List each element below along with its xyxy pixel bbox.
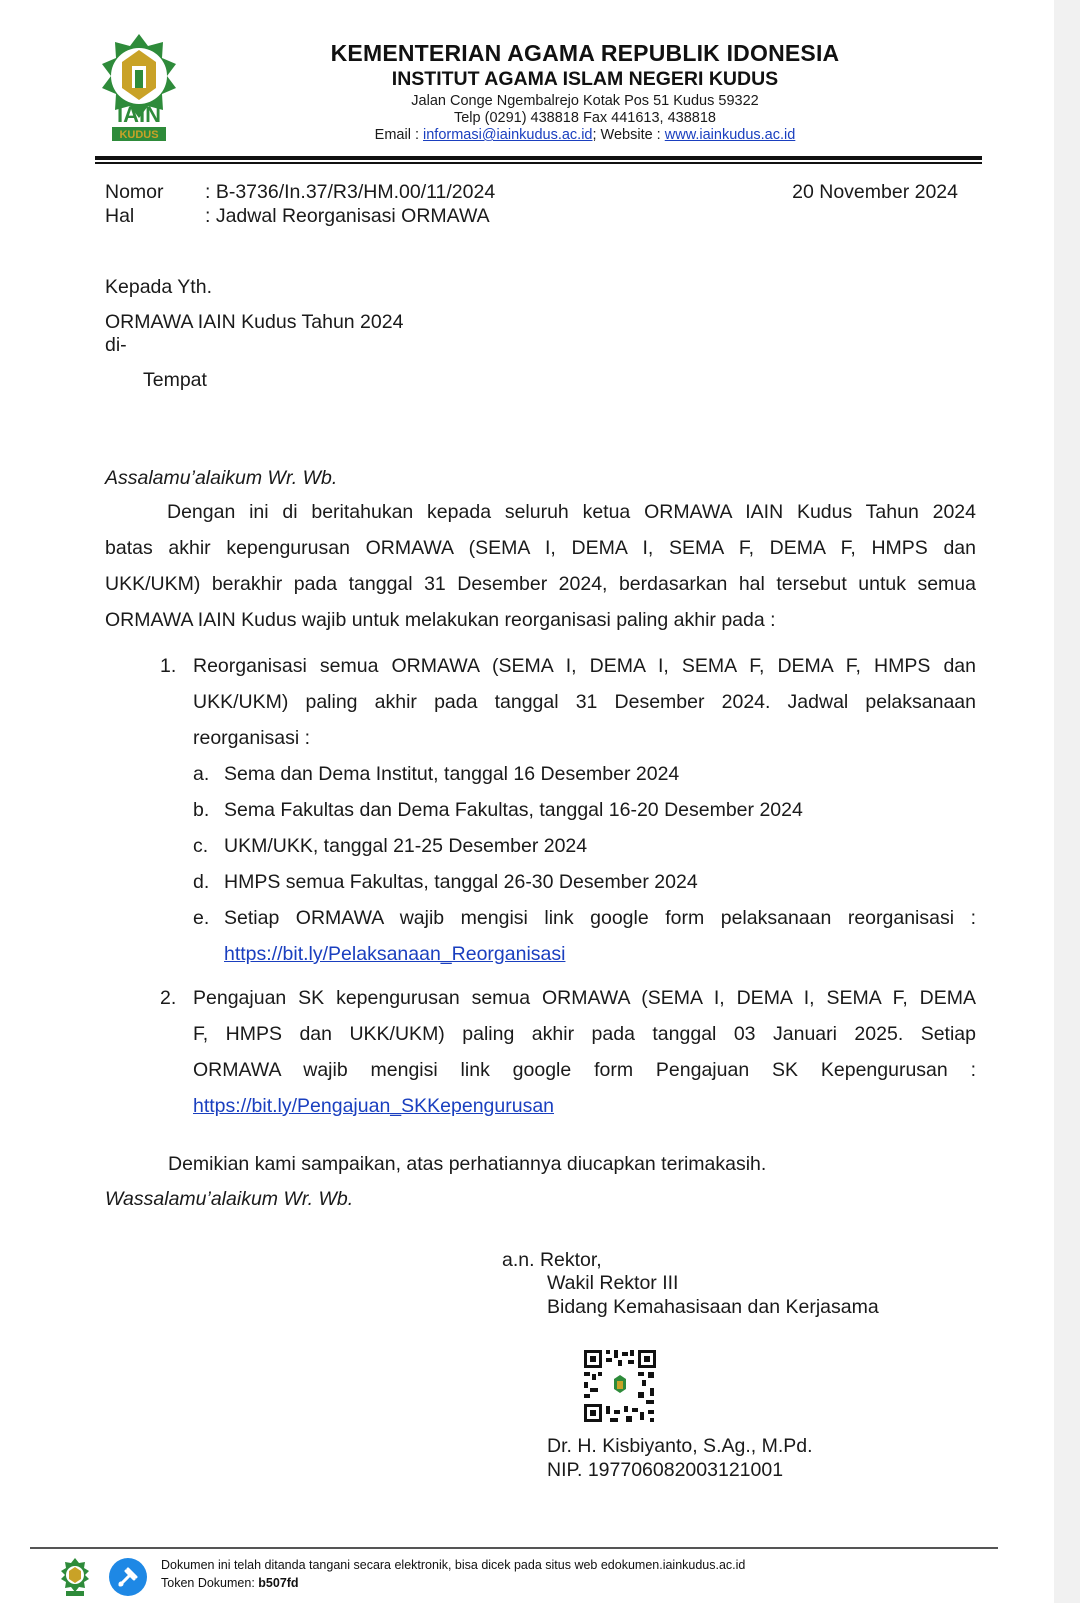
subitem-d-text: HMPS semua Fakultas, tanggal 26-30 Desember 2024 (224, 871, 698, 893)
ministry-heading: KEMENTERIAN AGAMA REPUBLIK IDONESIA (330, 40, 840, 66)
item-2-text (193, 980, 976, 1124)
svg-text:KUDUS: KUDUS (119, 129, 159, 141)
email-label: Email : (374, 127, 424, 143)
recipient-name: ORMAWA IAIN Kudus Tahun 2024 (105, 311, 404, 333)
phone-line: Telp (0291) 438818 Fax 441613, 438818 (453, 110, 716, 126)
item-1-line: Reorganisasi semua ORMAWA (SEMA I, DEMA I, SEMA F, DEMA F, HMPS dan (193, 655, 976, 677)
website-link[interactable]: www.iainkudus.ac.id (664, 127, 796, 143)
subitem-d-letter: d. (193, 871, 210, 893)
svg-text:IAIN: IAIN (117, 102, 161, 127)
recipient-place: Tempat (143, 369, 207, 391)
item-2-number: 2. (160, 987, 177, 1009)
nomor-value: : B-3736/In.37/R3/HM.00/11/2024 (205, 181, 496, 203)
token-label: Token Dokumen: (161, 1576, 259, 1590)
contact-line (0, 127, 1080, 143)
farewell: Wassalamu’alaikum Wr. Wb. (105, 1188, 354, 1210)
header-rule-thin (95, 162, 982, 164)
item-1-number: 1. (160, 655, 177, 677)
institute-heading: INSTITUT AGAMA ISLAM NEGERI KUDUS (391, 68, 779, 90)
recipient-di: di- (105, 334, 127, 356)
subitem-e-line: Setiap ORMAWA wajib mengisi link google form pelaksanaan reorganisasi : (224, 907, 976, 929)
footer-iain-logo (60, 1557, 90, 1597)
footer-verification-note: Dokumen ini telah ditanda tangani secara elektronik, bisa dicek pada situs web edokumen.iainkudus.ac.id (161, 1558, 746, 1572)
greeting: Assalamu’alaikum Wr. Wb. (105, 467, 338, 489)
header-rule-thick (95, 156, 982, 160)
pelaksanaan-reorganisasi-link[interactable]: https://bit.ly/Pelaksanaan_Reorganisasi (224, 943, 566, 965)
signature-an: a.n. Rektor, (502, 1249, 602, 1271)
subitem-c-letter: c. (193, 835, 209, 857)
address-line: Jalan Conge Ngembalrejo Kotak Pos 51 Kudus 59322 (411, 93, 759, 109)
intro-paragraph (105, 494, 976, 638)
subitem-c-text: UKM/UKK, tanggal 21-25 Desember 2024 (224, 835, 588, 857)
footer-token (161, 1576, 299, 1590)
signature-title2: Bidang Kemahasisaan dan Kerjasama (547, 1296, 879, 1318)
item-2-line: F, HMPS dan UKK/UKM) paling akhir pada tanggal 03 Januari 2025. Setiap (193, 1023, 976, 1045)
signature-title1: Wakil Rektor III (547, 1272, 679, 1294)
pengajuan-sk-link[interactable]: https://bit.ly/Pengajuan_SKKepengurusan (193, 1095, 555, 1117)
intro-line: ORMAWA IAIN Kudus wajib untuk melakukan reorganisasi paling akhir pada : (105, 609, 776, 631)
letter-date: 20 November 2024 (792, 181, 958, 203)
footer-rule (30, 1547, 998, 1549)
item-2-line: Pengajuan SK kepengurusan semua ORMAWA (SEMA I, DEMA I, SEMA F, DEMA (193, 987, 976, 1009)
edokumen-verify-icon (108, 1557, 148, 1597)
subitem-a-text: Sema dan Dema Institut, tanggal 16 Desember 2024 (224, 763, 680, 785)
item-1-line: reorganisasi : (193, 727, 311, 749)
subitem-b-letter: b. (193, 799, 210, 821)
signatory-name: Dr. H. Kisbiyanto, S.Ag., M.Pd. (547, 1435, 813, 1457)
email-link[interactable]: informasi@iainkudus.ac.id (423, 127, 593, 143)
subitem-e-letter: e. (193, 907, 210, 929)
subitem-e-text (224, 900, 976, 972)
signature-qr-code (582, 1348, 658, 1424)
subitem-b-text: Sema Fakultas dan Dema Fakultas, tanggal 16-20 Desember 2024 (224, 799, 803, 821)
hal-label: Hal (105, 205, 135, 227)
subitem-a-letter: a. (193, 763, 210, 785)
nomor-label: Nomor (105, 181, 164, 203)
hal-value: : Jadwal Reorganisasi ORMAWA (205, 205, 490, 227)
intro-line: UKK/UKM) berakhir pada tanggal 31 Desember 2024, berdasarkan hal tersebut untuk semua (105, 573, 976, 595)
item-1-line: UKK/UKM) paling akhir pada tanggal 31 Desember 2024. Jadwal pelaksanaan (193, 691, 976, 713)
intro-line: Dengan ini di beritahukan kepada seluruh ketua ORMAWA IAIN Kudus Tahun 2024 (167, 501, 976, 523)
website-label: ; Website : (592, 127, 665, 143)
signatory-nip: NIP. 197706082003121001 (547, 1459, 784, 1481)
closing-sentence: Demikian kami sampaikan, atas perhatiannya diucapkan terimakasih. (168, 1153, 767, 1175)
recipient-salutation: Kepada Yth. (105, 276, 212, 298)
intro-line: batas akhir kepengurusan ORMAWA (SEMA I, DEMA I, SEMA F, DEMA F, HMPS dan (105, 537, 976, 559)
item-2-line: ORMAWA wajib mengisi link google form Pengajuan SK Kepengurusan : (193, 1059, 976, 1081)
item-1-text (193, 648, 976, 756)
token-value: b507fd (258, 1576, 299, 1590)
page-edge (1054, 0, 1080, 1603)
